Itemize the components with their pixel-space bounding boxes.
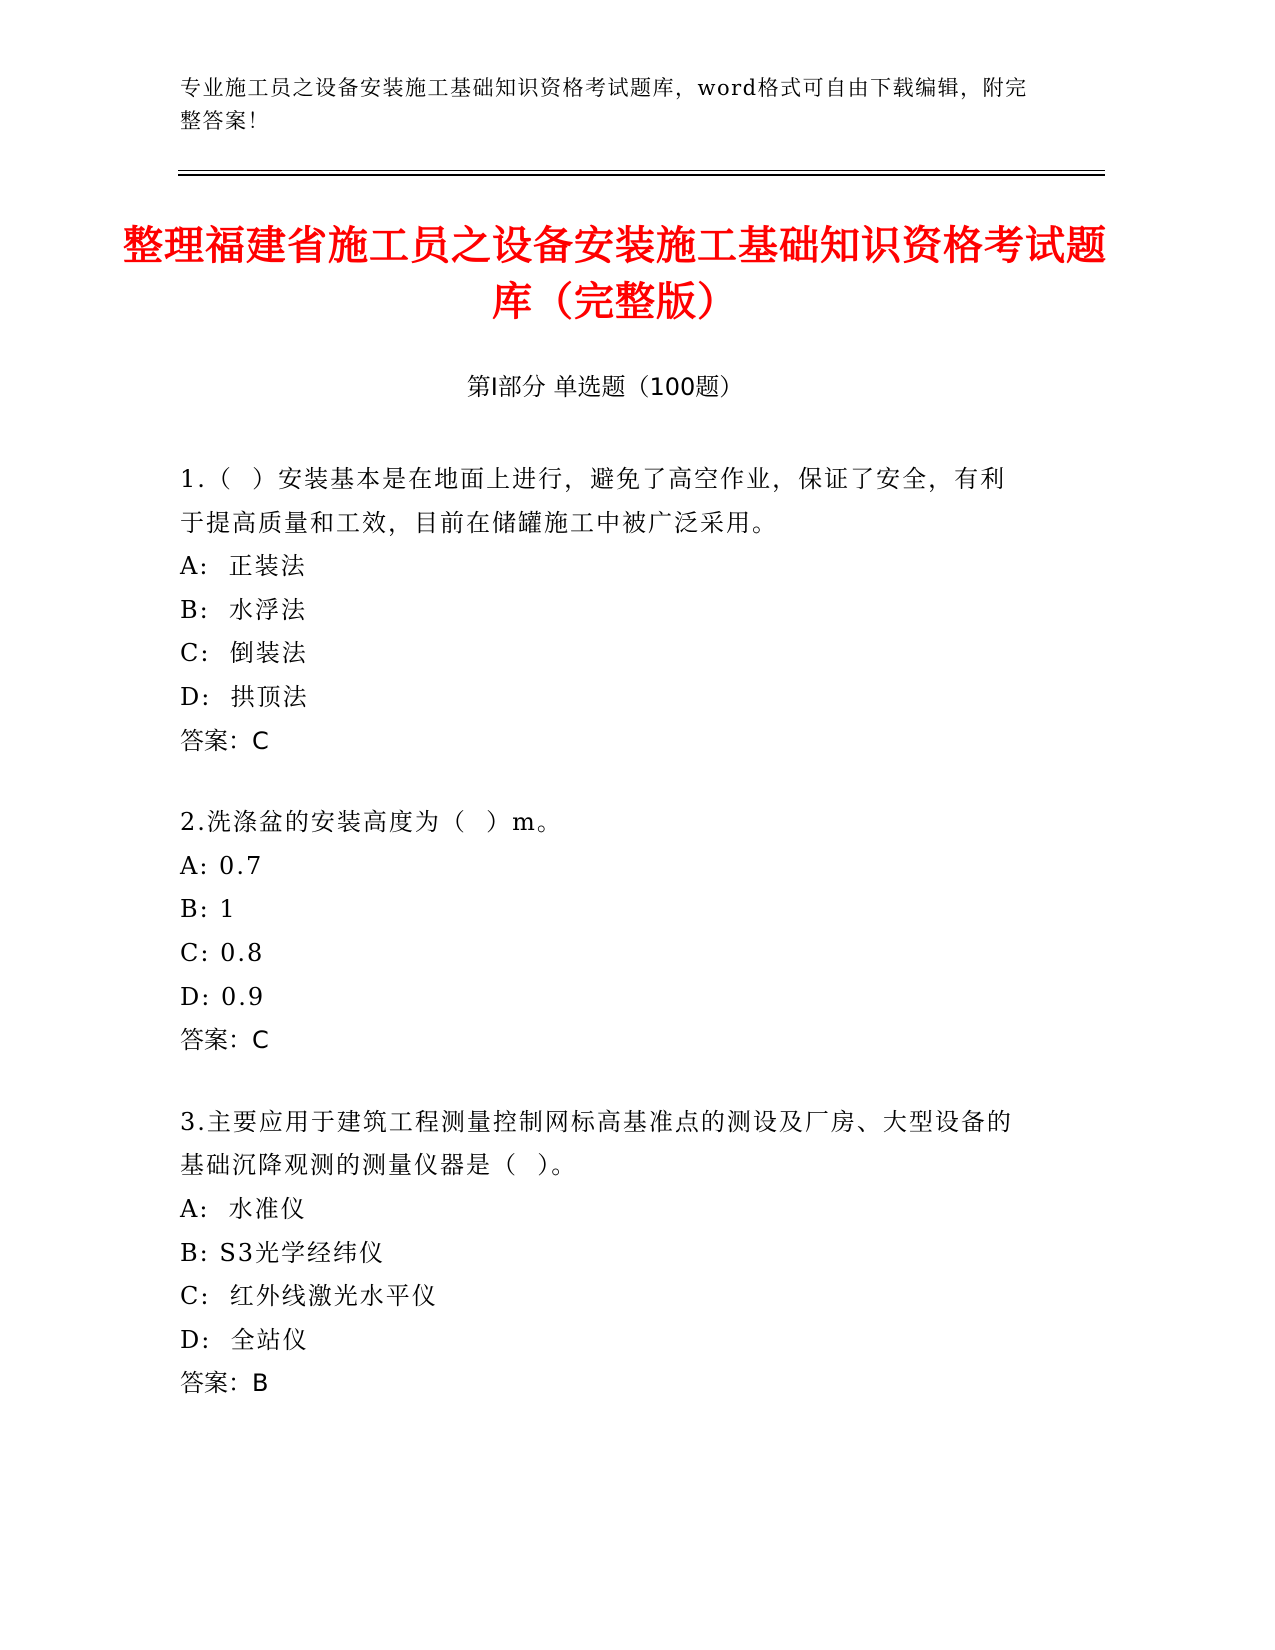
question-3 — [180, 1101, 1030, 1406]
option-d: D: 0.9 — [180, 982, 266, 1011]
question-stem: 3.主要应用于建筑工程测量控制网标高基准点的测设及厂房、大型设备的基础沉降观测的测量仪器是（ ）。 — [180, 1107, 1013, 1180]
question-list — [180, 458, 1030, 1444]
option-c: C: 红外线激光水平仪 — [180, 1282, 438, 1311]
option-b: B: 水浮法 — [180, 595, 307, 624]
answer: 答案：C — [180, 726, 269, 755]
option-a: A: 正装法 — [180, 552, 307, 581]
answer: 答案：C — [180, 1026, 269, 1055]
option-d: D: 拱顶法 — [180, 682, 309, 711]
section-title: 第Ⅰ部分 单选题（100题） — [466, 373, 744, 401]
header-divider-thick — [178, 174, 1105, 176]
header-divider-thin — [178, 170, 1105, 171]
option-c: C: 倒装法 — [180, 639, 308, 668]
option-b: B: S3光学经纬仪 — [180, 1238, 386, 1267]
question-1 — [180, 458, 1030, 763]
question-2 — [180, 801, 1030, 1063]
option-c: C: 0.8 — [180, 938, 265, 967]
option-d: D: 全站仪 — [180, 1325, 309, 1354]
document-title: 整理福建省施工员之设备安装施工基础知识资格考试题库（完整版） — [123, 223, 1107, 325]
header-note: 专业施工员之设备安装施工基础知识资格考试题库，word格式可自由下载编辑，附完整答案！ — [180, 76, 1028, 133]
option-b: B: 1 — [180, 895, 237, 924]
option-a: A: 0.7 — [180, 851, 264, 880]
question-stem: 1.（ ）安装基本是在地面上进行，避免了高空作业，保证了安全，有利于提高质量和工效，目前在储罐施工中被广泛采用。 — [180, 465, 1007, 537]
answer: 答案：B — [180, 1369, 269, 1398]
option-a: A: 水准仪 — [180, 1194, 307, 1223]
question-stem: 2.洗涤盆的安装高度为（ ）m。 — [180, 808, 563, 837]
